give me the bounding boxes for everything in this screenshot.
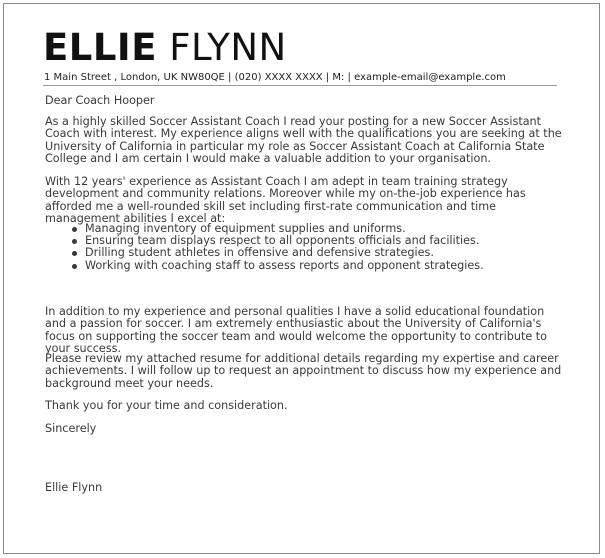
bullet-icon bbox=[72, 227, 77, 232]
paragraph-2: With 12 years' experience as Assistant Coach I am adept in team training strategy development and community relations. Moreover while my on-the-job experience has afforded me a well-rounded skill set including first-rate communication and time management abilities I excel at: bbox=[45, 175, 526, 226]
paragraph-1: As a highly skilled Soccer Assistant Coach I read your posting for a new Soccer Assistant Coach with interest. My experience aligns well with the qualifications you are seeking at the University of California in particular my role as Soccer Assistant Coach at California State College and I am certain I would make a valuable addition to your organisation. bbox=[45, 115, 562, 166]
thanks-line: Thank you for your time and consideration. bbox=[45, 399, 288, 412]
applicant-name bbox=[43, 27, 287, 69]
contact-line: 1 Main Street , London, UK NW80QE | (020) XXXX XXXX | M: | example-email@example.com bbox=[44, 72, 506, 83]
header-divider bbox=[43, 85, 557, 86]
bullet-icon bbox=[72, 251, 77, 256]
paragraph-4: Please review my attached resume for additional details regarding my expertise and career achievements. I will follow up to request an appointment to discuss how my experience and background meet your needs. bbox=[45, 352, 562, 390]
list-item-text: Drilling student athletes in offensive and defensive strategies. bbox=[85, 246, 434, 260]
last-name: FLYNN bbox=[169, 26, 287, 69]
skills-list bbox=[72, 223, 562, 272]
first-name: ELLIE bbox=[43, 26, 157, 69]
bullet-icon bbox=[72, 239, 77, 244]
bullet-icon bbox=[72, 264, 77, 269]
list-item-text: Managing inventory of equipment supplies and uniforms. bbox=[85, 222, 406, 235]
paragraph-3: In addition to my experience and personal qualities I have a solid educational foundation and a passion for soccer. I am extremely enthusiastic about the University of California's focus on supporting the soccer team and would welcome the opportunity to contribute to your success. bbox=[45, 305, 548, 356]
closing: Sincerely bbox=[45, 422, 97, 435]
list-item-text: Working with coaching staff to assess reports and opponent strategies. bbox=[85, 258, 484, 272]
list-item-text: Ensuring team displays respect to all opponents officials and facilities. bbox=[85, 234, 480, 248]
signature: Ellie Flynn bbox=[45, 481, 103, 494]
list-item bbox=[72, 260, 562, 272]
salutation: Dear Coach Hooper bbox=[45, 94, 155, 107]
